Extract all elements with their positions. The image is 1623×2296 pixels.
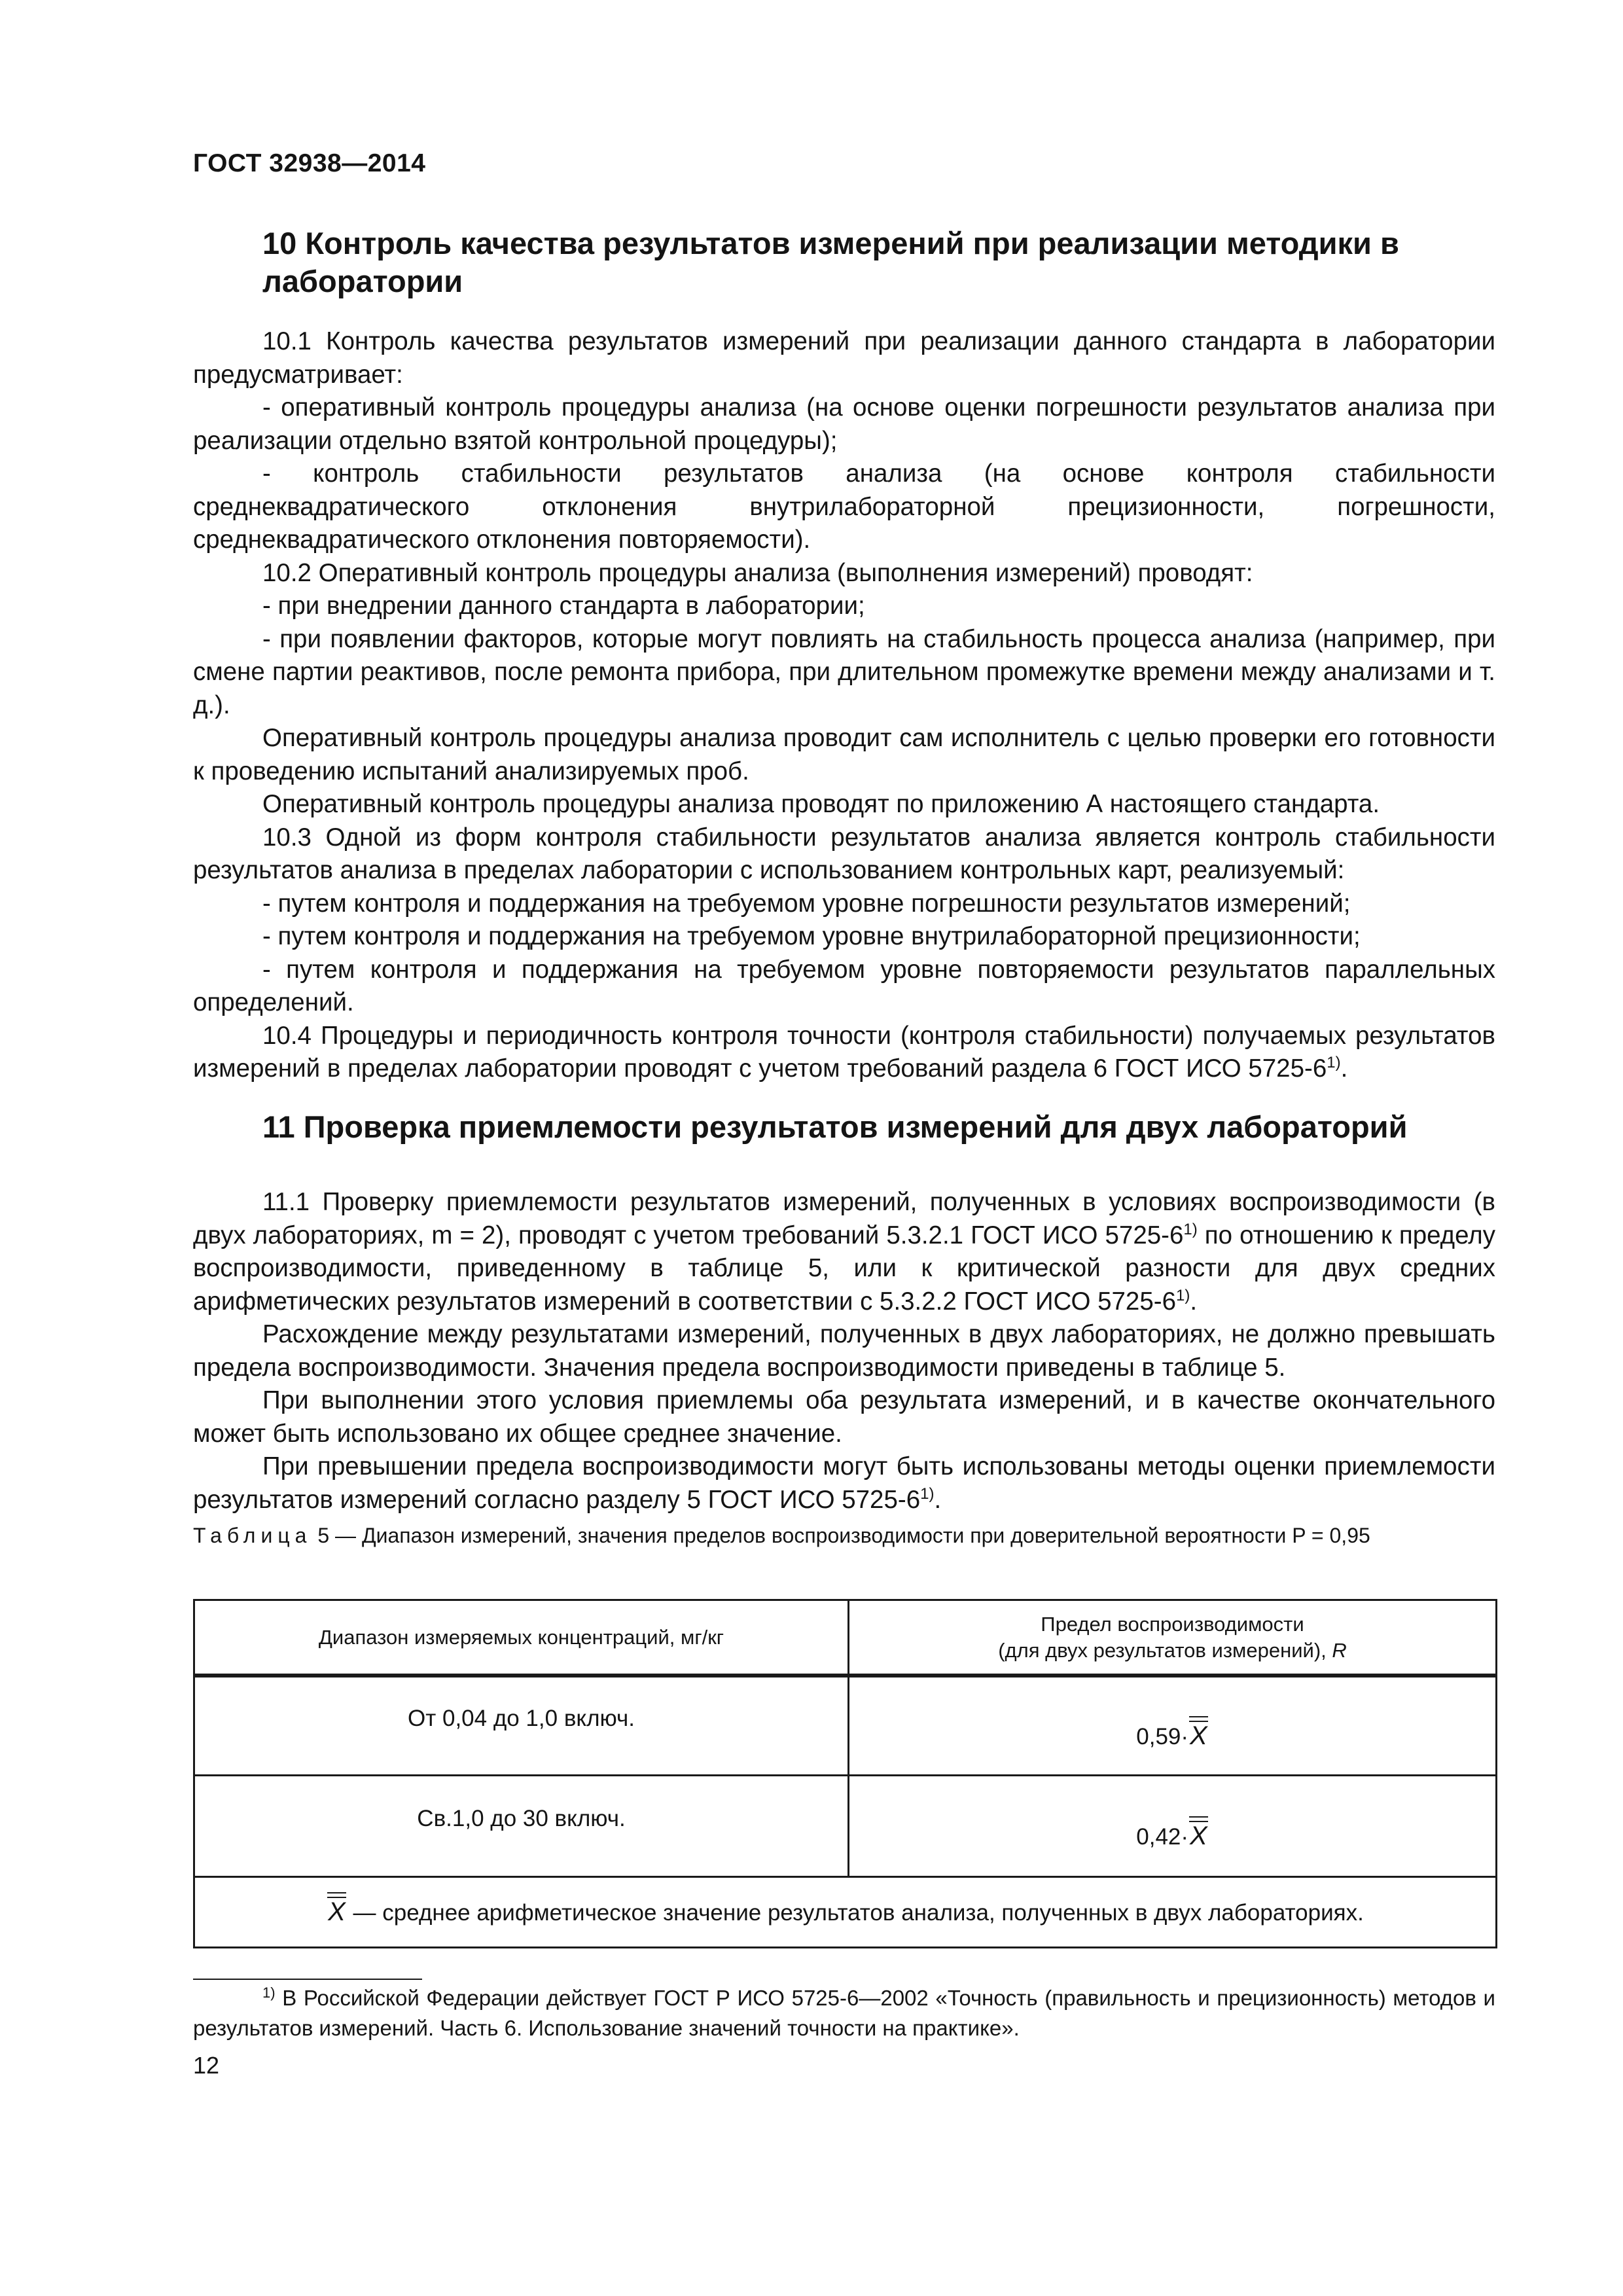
coefficient: 0,42 bbox=[1136, 1823, 1181, 1850]
paragraph-end: . bbox=[934, 1485, 942, 1514]
header-symbol: R bbox=[1332, 1638, 1347, 1662]
footnote-ref: 1) bbox=[1176, 1286, 1190, 1304]
table-row bbox=[194, 1776, 1497, 1877]
paragraph-10-2: 10.2 Оперативный контроль процедуры анализа (выполнения измерений) проводят: bbox=[262, 558, 1253, 587]
table-header-limit bbox=[849, 1600, 1497, 1676]
footnote-body: В Российской Федерации действует ГОСТ Р ИСО 5725-6—2002 «Точность (правильность и прецизионность) методов и результатов измерений. Часть 6. Использование значений точности на практике». bbox=[193, 1986, 1495, 2040]
paragraph-text: При превышении предела воспроизводимости могут быть использованы методы оценки приемлемости результатов измерений согласно разделу 5 ГОСТ ИСО 5725-6 bbox=[193, 1452, 1495, 1514]
multiply-dot: · bbox=[1181, 1823, 1189, 1850]
table-note-row bbox=[194, 1877, 1497, 1948]
table-note bbox=[194, 1877, 1497, 1948]
list-item: - при появлении факторов, которые могут повлиять на стабильность процесса анализа (например, при смене партии реактивов, после ремонта прибора, при длительном промежутке времени между анализами и т. д.). bbox=[193, 624, 1495, 719]
header-line: Предел воспроизводимости bbox=[1041, 1612, 1304, 1636]
list-item: - путем контроля и поддержания на требуемом уровне погрешности результатов измерений; bbox=[262, 889, 1351, 918]
footnote-ref: 1) bbox=[1327, 1054, 1341, 1071]
paragraph-end: . bbox=[1190, 1287, 1198, 1316]
paragraph bbox=[193, 1450, 1495, 1516]
coefficient: 0,59 bbox=[1136, 1723, 1181, 1749]
paragraph-10-1: 10.1 Контроль качества результатов измерений при реализации данного стандарта в лаборатории предусматривает: bbox=[193, 327, 1495, 389]
paragraph: При выполнении этого условия приемлемы оба результата измерений, и в качестве окончательного может быть использовано их общее среднее значение. bbox=[193, 1386, 1495, 1448]
paragraph-end: . bbox=[1340, 1054, 1348, 1083]
table-cell-limit bbox=[849, 1776, 1497, 1877]
double-bar-x-symbol: X bbox=[328, 1897, 346, 1926]
table-caption-text: 5 — Диапазон измерений, значения пределов воспроизводимости при доверительной вероятности P = 0,95 bbox=[312, 1524, 1370, 1547]
paragraph-text: по отношению к пределу воспроизводимости, приведенному в таблице 5, или к критической разности для двух средних арифметических результатов измерений в соответствии с 5.3.2.2 ГОСТ ИСО 5725-6 bbox=[193, 1221, 1495, 1316]
list-item: - контроль стабильности результатов анализа (на основе контроля стабильности среднеквадратического отклонения внутрилабораторной прецизионности, погрешности, среднеквадратического отклонения повторяемости). bbox=[193, 459, 1495, 554]
paragraph-text: 11.1 Проверку приемлемости результатов измерений, полученных в условиях воспроизводимости (в двух лабораториях, m = 2), проводят с учетом требований 5.3.2.1 ГОСТ ИСО 5725-6 bbox=[193, 1188, 1495, 1249]
table-5 bbox=[193, 1599, 1497, 1948]
page-number: 12 bbox=[193, 2052, 220, 2079]
footnote-marker: 1) bbox=[262, 1984, 276, 2001]
paragraph-10-4 bbox=[193, 1020, 1495, 1086]
list-item: - оперативный контроль процедуры анализа (на основе оценки погрешности результатов анализа при реализации отдельно взятой контрольной процедуры); bbox=[193, 393, 1495, 455]
section-11-body bbox=[193, 1186, 1495, 1516]
table-note-text: — среднее арифметическое значение результатов анализа, полученных в двух лабораториях. bbox=[346, 1900, 1364, 1926]
section-10-title: 10 Контроль качества результатов измерений при реализации методики в лаборатории bbox=[262, 226, 1399, 298]
multiply-dot: · bbox=[1181, 1723, 1189, 1749]
list-item: - при внедрении данного стандарта в лаборатории; bbox=[262, 592, 865, 620]
footnote bbox=[193, 1983, 1495, 2043]
header-line: (для двух результатов измерений), bbox=[998, 1638, 1332, 1662]
table-header-range: Диапазон измеряемых концентраций, мг/кг bbox=[194, 1600, 849, 1676]
page-header: ГОСТ 32938—2014 bbox=[193, 149, 426, 177]
table-cell-range: От 0,04 до 1,0 включ. bbox=[194, 1676, 849, 1776]
double-bar-x-symbol: X bbox=[1190, 1821, 1207, 1850]
table-caption bbox=[193, 1522, 1495, 1549]
paragraph: Расхождение между результатами измерений, полученных в двух лабораториях, не должно превышать предела воспроизводимости. Значения предела воспроизводимости приведены в таблице 5. bbox=[193, 1320, 1495, 1382]
paragraph-10-3: 10.3 Одной из форм контроля стабильности результатов анализа является контроль стабильности результатов анализа в пределах лаборатории с использованием контрольных карт, реализуемый: bbox=[193, 823, 1495, 884]
footnote-text bbox=[193, 1983, 1495, 2043]
double-bar-x-symbol: X bbox=[1190, 1721, 1207, 1750]
paragraph: Оперативный контроль процедуры анализа проводят по приложению А настоящего стандарта. bbox=[262, 790, 1380, 818]
section-10-body bbox=[193, 325, 1495, 1086]
paragraph-text: 10.4 Процедуры и периодичность контроля точности (контроля стабильности) получаемых результатов измерений в пределах лаборатории проводят с учетом требований раздела 6 ГОСТ ИСО 5725-6 bbox=[193, 1021, 1495, 1083]
section-11-title: 11 Проверка приемлемости результатов измерений для двух лабораторий bbox=[262, 1109, 1408, 1144]
table-cell-limit bbox=[849, 1676, 1497, 1776]
footnote-ref: 1) bbox=[1183, 1220, 1198, 1238]
paragraph-11-1 bbox=[193, 1186, 1495, 1318]
table-caption-label: Таблица bbox=[193, 1524, 312, 1547]
list-item: - путем контроля и поддержания на требуемом уровне внутрилабораторной прецизионности; bbox=[262, 922, 1361, 950]
table-row bbox=[194, 1676, 1497, 1776]
list-item: - путем контроля и поддержания на требуемом уровне повторяемости результатов параллельных определений. bbox=[193, 955, 1495, 1016]
table-cell-range: Св.1,0 до 30 включ. bbox=[194, 1776, 849, 1877]
footnote-ref: 1) bbox=[920, 1484, 935, 1503]
table-header-row bbox=[194, 1600, 1497, 1676]
paragraph: Оперативный контроль процедуры анализа проводит сам исполнитель с целью проверки его готовности к проведению испытаний анализируемых проб. bbox=[193, 724, 1495, 785]
footnote-divider bbox=[193, 1979, 422, 1980]
